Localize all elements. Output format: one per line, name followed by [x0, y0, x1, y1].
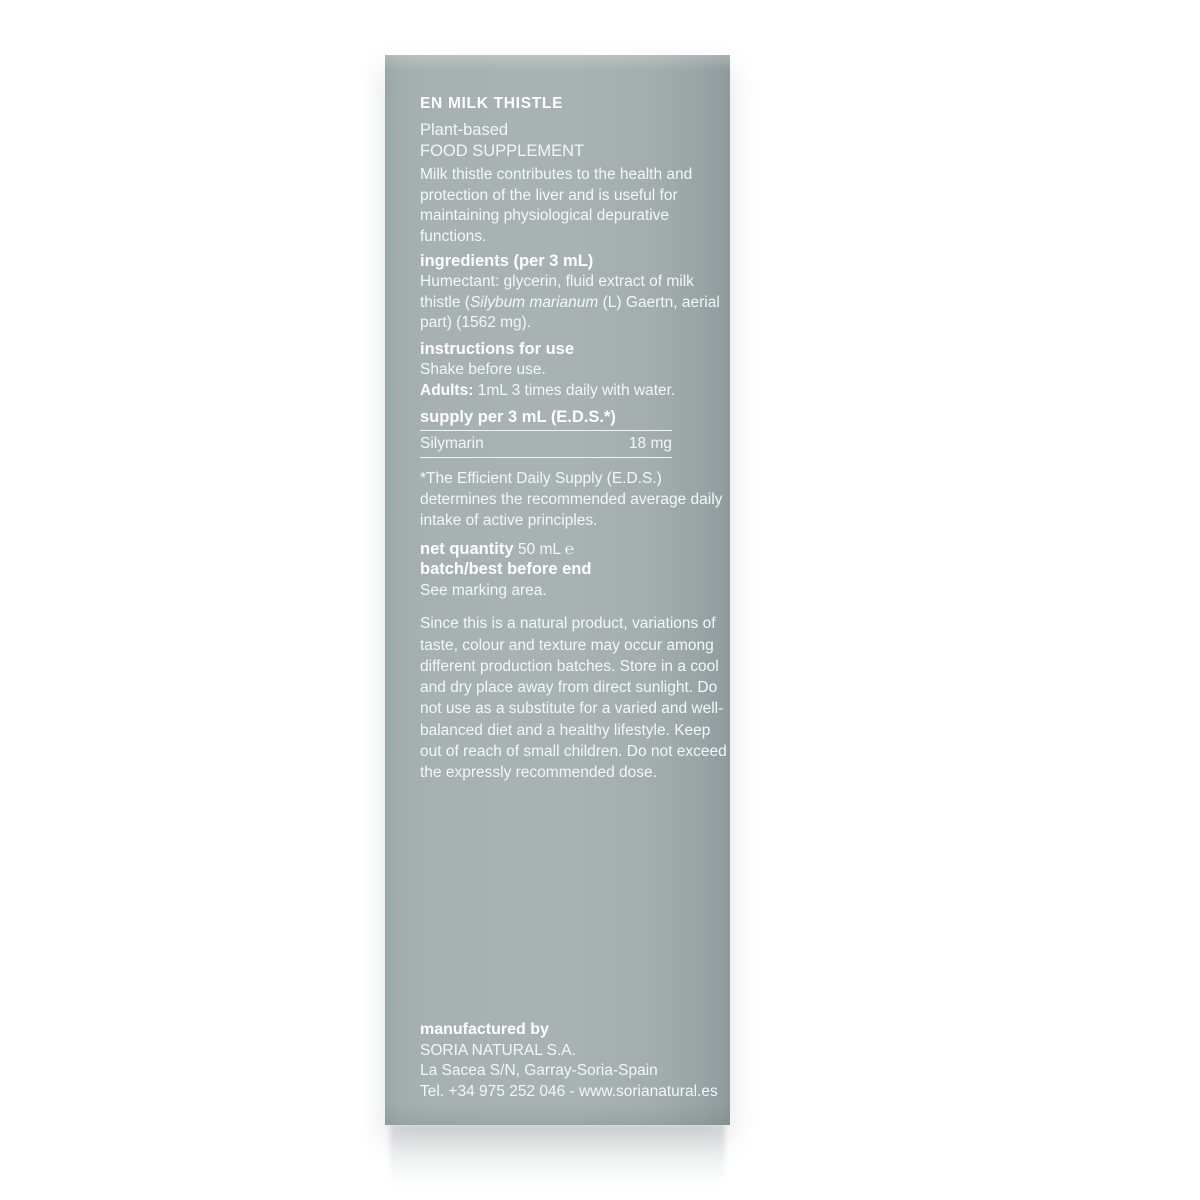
ingredients-text	[420, 272, 732, 334]
ingredients-text-part2: (L) Gaertn, aerial part) (1562 mg).	[420, 293, 720, 332]
ingredients-latin-name: Silybum marianum	[469, 293, 599, 311]
ingredients-heading: ingredients (per 3 mL)	[420, 251, 594, 270]
manufacturer-heading: manufactured by	[420, 1021, 549, 1038]
carton-top-edge-highlight	[385, 55, 730, 71]
supply-row-name: Silymarin	[420, 435, 484, 453]
supply-table-heading: supply per 3 mL (E.D.S.*)	[420, 408, 672, 431]
table-row	[420, 431, 672, 458]
batch-text: See marking area.	[420, 581, 547, 599]
manufacturer-block	[420, 1020, 732, 1103]
carton-bottom-edge-shadow	[385, 1103, 730, 1125]
net-quantity-line	[420, 540, 732, 559]
instructions-adults-label: Adults:	[420, 381, 474, 399]
product-descriptor-plant-based: Plant-based	[420, 120, 509, 139]
supply-table	[420, 408, 672, 458]
manufacturer-company: SORIA NATURAL S.A.	[420, 1041, 576, 1059]
net-quantity-value: 50 mL ℮	[517, 541, 575, 559]
supply-row-amount: 18 mg	[628, 435, 672, 453]
manufacturer-contact: Tel. +34 975 252 046 - www.sorianatural.es	[420, 1083, 718, 1101]
warnings-text: Since this is a natural product, variations of taste, colour and texture may occur among different production batches. Store in a cool and dry place away from direct sunlight. Do not use as a substitute for a varied and well-balanced diet and a healthy lifestyle. Keep out of reach of small children. Do not exceed the expressly recommended dose.	[420, 615, 727, 781]
manufacturer-address: La Sacea S/N, Garray-Soria-Spain	[420, 1062, 658, 1080]
product-descriptor-food-supplement: FOOD SUPPLEMENT	[420, 142, 585, 161]
product-carton	[385, 55, 730, 1125]
instructions-heading: instructions for use	[420, 339, 575, 358]
eds-footnote: *The Efficient Daily Supply (E.D.S.) determines the recommended average daily intake of active principles.	[420, 470, 723, 529]
product-language-name: EN MILK THISTLE	[420, 95, 564, 112]
carton-reflection	[390, 1125, 725, 1185]
carton-back-label	[420, 95, 732, 783]
instructions-line-shake: Shake before use.	[420, 361, 546, 379]
batch-heading: batch/best before end	[420, 560, 592, 579]
instructions-adults-text: 1mL 3 times daily with water.	[473, 381, 676, 399]
instructions-line-adults	[420, 381, 732, 402]
net-quantity-label: net quantity	[420, 540, 514, 559]
health-claim-text: Milk thistle contributes to the health and protection of the liver and is useful for maintaining physiological depurative functions.	[420, 166, 693, 245]
ingredients-text-part1: Humectant: glycerin, fluid extract of milk thistle (	[420, 273, 694, 311]
